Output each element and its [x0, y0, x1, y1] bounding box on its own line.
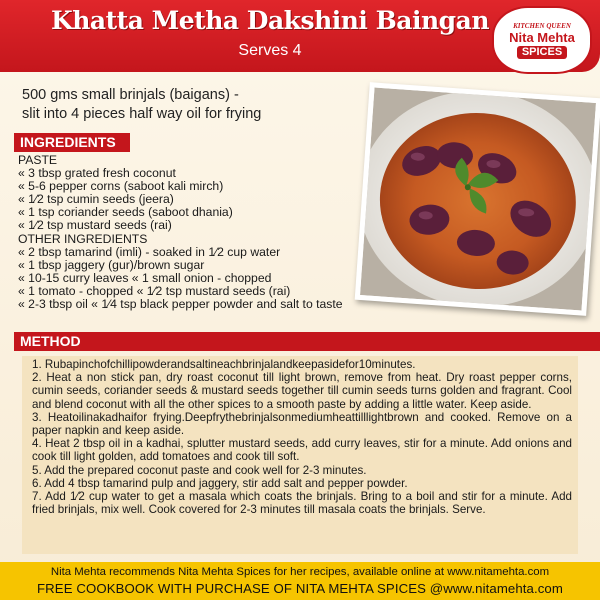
list-item: « 2-3 tbsp oil « 1⁄4 tsp black pepper powder and salt to taste [18, 297, 343, 312]
method-step: 2. Heat a non stick pan, dry roast coconut till light brown, remove from heat. Dry roast pepper corns, cumin seeds, coriander seeds & mustard seeds together till cumin seeds turns golden and fragrant. Cool and blend coconut with all the other spices to a smooth paste by adding a little water. Keep aside. [32, 371, 572, 411]
list-item: « 1 tomato - chopped « 1⁄2 tsp mustard seeds (rai) [18, 283, 291, 298]
method-step: 1. Rubapinchofchillipowderandsaltineachbrinjalandkeepasidefor10minutes. [32, 358, 416, 371]
list-item: « 1 tbsp jaggery (gur)/brown sugar [18, 257, 205, 272]
footer-offer: FREE COOKBOOK WITH PURCHASE OF NITA MEHTA SPICES @www.nitamehta.com [37, 581, 563, 596]
paste-label: PASTE [18, 153, 58, 167]
method-steps [22, 356, 578, 554]
list-item: « 3 tbsp grated fresh coconut [18, 166, 176, 181]
list-item: « 1 tsp coriander seeds (saboot dhania) [18, 205, 233, 220]
logo-spices: SPICES [517, 46, 567, 59]
other-ingredients-label: OTHER INGREDIENTS [18, 231, 148, 246]
intro-text [22, 86, 322, 124]
list-item: « 5-6 pepper corns (saboot kali mirch) [18, 179, 224, 194]
method-heading: METHOD [14, 332, 600, 351]
list-item: « 1⁄2 tsp cumin seeds (jeera) [18, 192, 174, 207]
recipe-title: Khatta Metha Dakshini Baingan [51, 6, 489, 35]
brand-logo [492, 6, 592, 74]
list-item: « 2 tbsp tamarind (imli) - soaked in 1⁄2 cup water [18, 244, 281, 259]
list-item: « 10-15 curry leaves « 1 small onion - chopped [18, 270, 272, 285]
serves-label: Serves 4 [238, 42, 302, 59]
method-step: 6. Add 4 tbsp tamarind pulp and jaggery, stir add salt and pepper powder. [32, 476, 408, 490]
footer-recommendation: Nita Mehta recommends Nita Mehta Spices for her recipes, available online at www.nitamehta.com [50, 566, 550, 578]
method-step: 5. Add the prepared coconut paste and cook well for 2-3 minutes. [32, 463, 367, 477]
method-step: 7. Add 1⁄2 cup water to get a masala which coats the brinjals. Bring to a boil and stir for a minute. Add fried brinjals, mix well. Cook covered for 2-3 minutes till masala coats the brinjals. Serve. [32, 490, 572, 517]
intro-line: 500 gms small brinjals (baigans) - [22, 87, 239, 103]
method-step: 4. Heat 2 tbsp oil in a kadhai, splutter mustard seeds, add curry leaves, stir for a minute. Add onions and cook till light golden, add tomatoes and cook till soft. [32, 437, 572, 464]
method-step: 3. Heatoilinakadhaifor frying.Deepfrythebrinjalsonmediumheattilllightbrown and cooked. Remove on a paper napkin and keep aside. [32, 410, 572, 438]
ingredients-list [18, 154, 578, 311]
list-item: « 1⁄2 tsp mustard seeds (rai) [18, 218, 172, 233]
intro-line: slit into 4 pieces half way oil for frying [22, 106, 262, 122]
logo-brand: Nita Mehta [509, 29, 575, 45]
logo-tagline: KITCHEN QUEEN [513, 21, 571, 30]
footer-banner [0, 562, 600, 600]
ingredients-heading: INGREDIENTS [14, 133, 130, 152]
